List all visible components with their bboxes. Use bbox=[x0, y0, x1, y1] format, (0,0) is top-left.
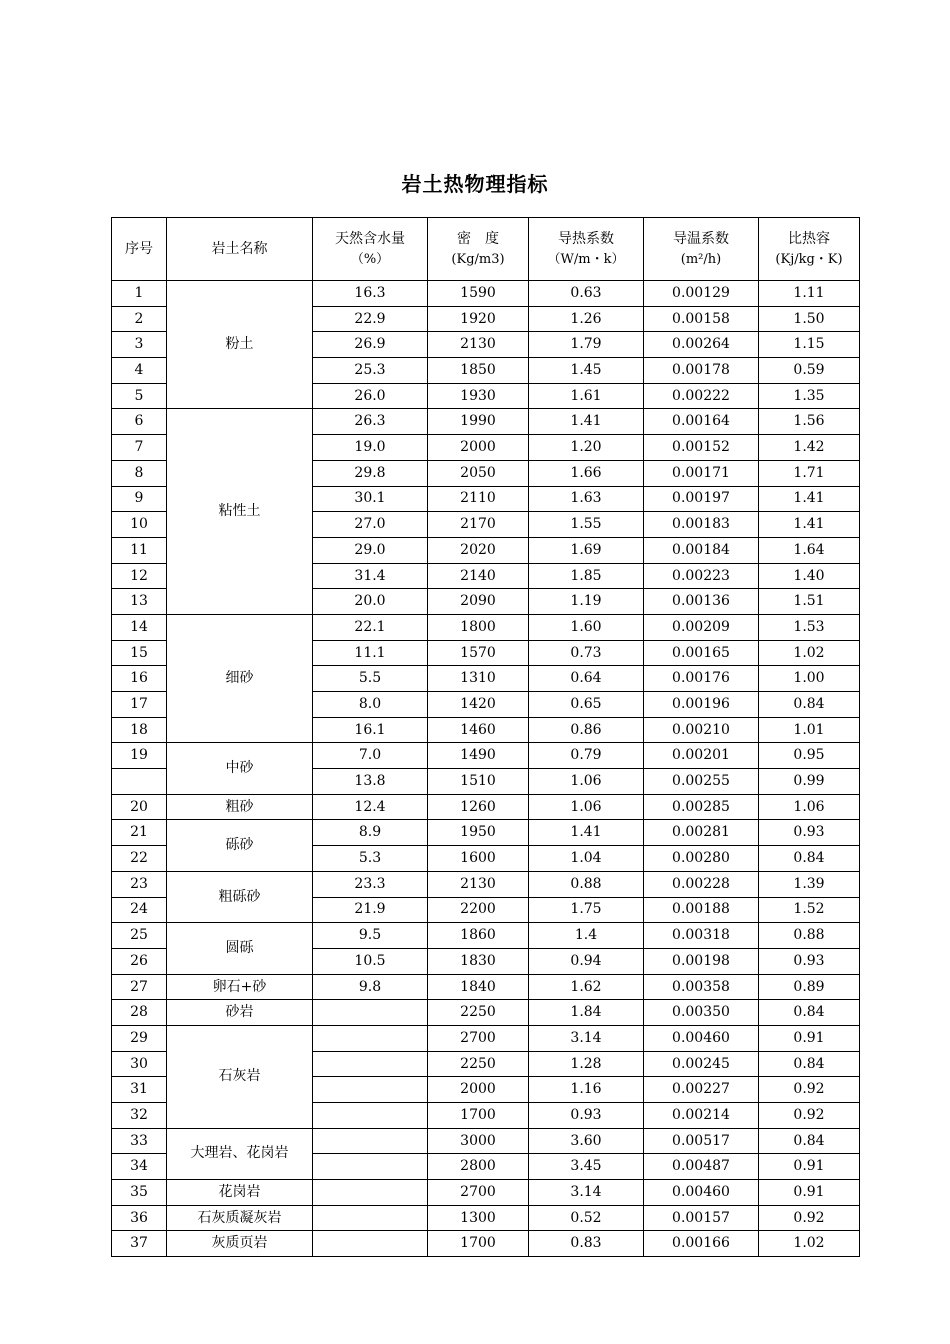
row-index: 19 bbox=[112, 743, 167, 769]
thermal-conductivity: 0.79 bbox=[529, 743, 644, 769]
density: 1590 bbox=[428, 281, 529, 307]
table-row bbox=[112, 614, 860, 640]
density: 2020 bbox=[428, 537, 529, 563]
density: 2140 bbox=[428, 563, 529, 589]
row-index: 12 bbox=[112, 563, 167, 589]
water-content: 29.8 bbox=[313, 460, 428, 486]
water-content: 22.9 bbox=[313, 306, 428, 332]
thermal-conductivity: 1.60 bbox=[529, 614, 644, 640]
row-index: 9 bbox=[112, 486, 167, 512]
header-conductivity: 导热系数 （W/m・k） bbox=[529, 218, 644, 281]
density: 1570 bbox=[428, 640, 529, 666]
thermal-conductivity: 1.85 bbox=[529, 563, 644, 589]
density: 1700 bbox=[428, 1231, 529, 1257]
row-index: 32 bbox=[112, 1103, 167, 1129]
specific-heat: 1.00 bbox=[759, 666, 860, 692]
soil-name: 花岗岩 bbox=[167, 1180, 313, 1206]
density: 2050 bbox=[428, 460, 529, 486]
thermal-diffusivity: 0.00281 bbox=[644, 820, 759, 846]
row-index: 29 bbox=[112, 1025, 167, 1051]
water-content: 19.0 bbox=[313, 435, 428, 461]
thermal-conductivity: 0.94 bbox=[529, 948, 644, 974]
thermal-conductivity: 0.88 bbox=[529, 871, 644, 897]
row-index: 11 bbox=[112, 537, 167, 563]
specific-heat: 0.84 bbox=[759, 1128, 860, 1154]
thermal-diffusivity: 0.00166 bbox=[644, 1231, 759, 1257]
density: 1840 bbox=[428, 974, 529, 1000]
water-content: 10.5 bbox=[313, 948, 428, 974]
thermal-conductivity: 3.14 bbox=[529, 1180, 644, 1206]
table-row bbox=[112, 743, 860, 769]
specific-heat: 1.02 bbox=[759, 640, 860, 666]
thermal-conductivity: 1.66 bbox=[529, 460, 644, 486]
row-index: 25 bbox=[112, 923, 167, 949]
density: 1950 bbox=[428, 820, 529, 846]
thermal-diffusivity: 0.00460 bbox=[644, 1180, 759, 1206]
density: 2130 bbox=[428, 332, 529, 358]
specific-heat: 1.06 bbox=[759, 794, 860, 820]
row-index: 15 bbox=[112, 640, 167, 666]
table-body bbox=[112, 281, 860, 1257]
table-row bbox=[112, 409, 860, 435]
density: 1510 bbox=[428, 769, 529, 795]
specific-heat: 0.95 bbox=[759, 743, 860, 769]
header-density: 密 度 (Kg/m3) bbox=[428, 218, 529, 281]
specific-heat: 0.59 bbox=[759, 358, 860, 384]
density: 1420 bbox=[428, 692, 529, 718]
thermal-conductivity: 1.41 bbox=[529, 409, 644, 435]
water-content: 8.0 bbox=[313, 692, 428, 718]
table-row bbox=[112, 1205, 860, 1231]
soil-name: 石灰质凝灰岩 bbox=[167, 1205, 313, 1231]
specific-heat: 1.50 bbox=[759, 306, 860, 332]
thermal-diffusivity: 0.00209 bbox=[644, 614, 759, 640]
row-index: 31 bbox=[112, 1077, 167, 1103]
density: 2170 bbox=[428, 512, 529, 538]
density: 1830 bbox=[428, 948, 529, 974]
specific-heat: 1.35 bbox=[759, 383, 860, 409]
specific-heat: 0.91 bbox=[759, 1025, 860, 1051]
thermal-conductivity: 1.26 bbox=[529, 306, 644, 332]
specific-heat: 1.42 bbox=[759, 435, 860, 461]
row-index: 34 bbox=[112, 1154, 167, 1180]
water-content bbox=[313, 1000, 428, 1026]
specific-heat: 0.84 bbox=[759, 1000, 860, 1026]
water-content: 13.8 bbox=[313, 769, 428, 795]
row-index: 26 bbox=[112, 948, 167, 974]
water-content: 5.5 bbox=[313, 666, 428, 692]
specific-heat: 1.01 bbox=[759, 717, 860, 743]
specific-heat: 0.92 bbox=[759, 1077, 860, 1103]
thermal-diffusivity: 0.00350 bbox=[644, 1000, 759, 1026]
thermal-diffusivity: 0.00487 bbox=[644, 1154, 759, 1180]
thermal-diffusivity: 0.00171 bbox=[644, 460, 759, 486]
density: 1860 bbox=[428, 923, 529, 949]
table-row bbox=[112, 1180, 860, 1206]
specific-heat: 0.91 bbox=[759, 1154, 860, 1180]
row-index: 30 bbox=[112, 1051, 167, 1077]
water-content bbox=[313, 1205, 428, 1231]
table-row bbox=[112, 974, 860, 1000]
specific-heat: 1.52 bbox=[759, 897, 860, 923]
soil-name: 卵石+砂 bbox=[167, 974, 313, 1000]
row-index: 24 bbox=[112, 897, 167, 923]
specific-heat: 0.99 bbox=[759, 769, 860, 795]
thermal-diffusivity: 0.00165 bbox=[644, 640, 759, 666]
thermal-diffusivity: 0.00318 bbox=[644, 923, 759, 949]
header-name: 岩土名称 bbox=[167, 218, 313, 281]
thermal-diffusivity: 0.00264 bbox=[644, 332, 759, 358]
thermal-conductivity: 0.83 bbox=[529, 1231, 644, 1257]
water-content: 26.0 bbox=[313, 383, 428, 409]
thermal-diffusivity: 0.00255 bbox=[644, 769, 759, 795]
thermal-diffusivity: 0.00285 bbox=[644, 794, 759, 820]
thermal-diffusivity: 0.00227 bbox=[644, 1077, 759, 1103]
density: 2090 bbox=[428, 589, 529, 615]
thermal-conductivity: 1.69 bbox=[529, 537, 644, 563]
water-content: 26.3 bbox=[313, 409, 428, 435]
thermal-conductivity: 1.45 bbox=[529, 358, 644, 384]
thermal-properties-table bbox=[111, 217, 860, 1257]
table-header-row bbox=[112, 218, 860, 281]
water-content: 30.1 bbox=[313, 486, 428, 512]
water-content: 26.9 bbox=[313, 332, 428, 358]
table-row bbox=[112, 1000, 860, 1026]
thermal-conductivity: 1.06 bbox=[529, 794, 644, 820]
specific-heat: 1.53 bbox=[759, 614, 860, 640]
thermal-diffusivity: 0.00245 bbox=[644, 1051, 759, 1077]
thermal-diffusivity: 0.00196 bbox=[644, 692, 759, 718]
thermal-diffusivity: 0.00188 bbox=[644, 897, 759, 923]
row-index: 7 bbox=[112, 435, 167, 461]
specific-heat: 1.39 bbox=[759, 871, 860, 897]
row-index: 37 bbox=[112, 1231, 167, 1257]
specific-heat: 1.51 bbox=[759, 589, 860, 615]
thermal-conductivity: 0.93 bbox=[529, 1103, 644, 1129]
water-content bbox=[313, 1025, 428, 1051]
specific-heat: 1.15 bbox=[759, 332, 860, 358]
specific-heat: 1.40 bbox=[759, 563, 860, 589]
thermal-conductivity: 3.14 bbox=[529, 1025, 644, 1051]
water-content: 7.0 bbox=[313, 743, 428, 769]
thermal-conductivity: 1.06 bbox=[529, 769, 644, 795]
density: 3000 bbox=[428, 1128, 529, 1154]
specific-heat: 0.93 bbox=[759, 948, 860, 974]
thermal-diffusivity: 0.00460 bbox=[644, 1025, 759, 1051]
specific-heat: 0.89 bbox=[759, 974, 860, 1000]
water-content: 23.3 bbox=[313, 871, 428, 897]
specific-heat: 0.92 bbox=[759, 1205, 860, 1231]
table-row bbox=[112, 923, 860, 949]
specific-heat: 1.41 bbox=[759, 486, 860, 512]
thermal-diffusivity: 0.00198 bbox=[644, 948, 759, 974]
thermal-diffusivity: 0.00158 bbox=[644, 306, 759, 332]
soil-name: 粗砂 bbox=[167, 794, 313, 820]
header-heat-capacity: 比热容 (Kj/kg・K) bbox=[759, 218, 860, 281]
water-content bbox=[313, 1231, 428, 1257]
thermal-conductivity: 1.62 bbox=[529, 974, 644, 1000]
table-row bbox=[112, 281, 860, 307]
water-content: 12.4 bbox=[313, 794, 428, 820]
header-water: 天然含水量 （%） bbox=[313, 218, 428, 281]
soil-name: 细砂 bbox=[167, 614, 313, 742]
row-index: 4 bbox=[112, 358, 167, 384]
density: 1990 bbox=[428, 409, 529, 435]
density: 1850 bbox=[428, 358, 529, 384]
thermal-diffusivity: 0.00214 bbox=[644, 1103, 759, 1129]
row-index: 1 bbox=[112, 281, 167, 307]
thermal-diffusivity: 0.00280 bbox=[644, 846, 759, 872]
thermal-diffusivity: 0.00358 bbox=[644, 974, 759, 1000]
thermal-conductivity: 1.61 bbox=[529, 383, 644, 409]
row-index: 28 bbox=[112, 1000, 167, 1026]
row-index: 2 bbox=[112, 306, 167, 332]
thermal-conductivity: 0.63 bbox=[529, 281, 644, 307]
density: 2250 bbox=[428, 1051, 529, 1077]
specific-heat: 1.71 bbox=[759, 460, 860, 486]
row-index: 36 bbox=[112, 1205, 167, 1231]
thermal-conductivity: 1.20 bbox=[529, 435, 644, 461]
soil-name: 石灰岩 bbox=[167, 1025, 313, 1128]
table-row bbox=[112, 1128, 860, 1154]
thermal-conductivity: 1.16 bbox=[529, 1077, 644, 1103]
row-index bbox=[112, 769, 167, 795]
row-index: 3 bbox=[112, 332, 167, 358]
table-row bbox=[112, 794, 860, 820]
thermal-conductivity: 3.45 bbox=[529, 1154, 644, 1180]
water-content: 11.1 bbox=[313, 640, 428, 666]
density: 1700 bbox=[428, 1103, 529, 1129]
thermal-diffusivity: 0.00178 bbox=[644, 358, 759, 384]
row-index: 10 bbox=[112, 512, 167, 538]
water-content bbox=[313, 1180, 428, 1206]
row-index: 21 bbox=[112, 820, 167, 846]
row-index: 35 bbox=[112, 1180, 167, 1206]
density: 1920 bbox=[428, 306, 529, 332]
specific-heat: 0.93 bbox=[759, 820, 860, 846]
row-index: 6 bbox=[112, 409, 167, 435]
specific-heat: 0.84 bbox=[759, 692, 860, 718]
density: 2700 bbox=[428, 1025, 529, 1051]
row-index: 5 bbox=[112, 383, 167, 409]
thermal-conductivity: 1.79 bbox=[529, 332, 644, 358]
thermal-diffusivity: 0.00129 bbox=[644, 281, 759, 307]
thermal-diffusivity: 0.00517 bbox=[644, 1128, 759, 1154]
thermal-diffusivity: 0.00157 bbox=[644, 1205, 759, 1231]
water-content: 5.3 bbox=[313, 846, 428, 872]
thermal-conductivity: 0.73 bbox=[529, 640, 644, 666]
thermal-conductivity: 1.4 bbox=[529, 923, 644, 949]
table-row bbox=[112, 820, 860, 846]
specific-heat: 0.91 bbox=[759, 1180, 860, 1206]
water-content: 16.1 bbox=[313, 717, 428, 743]
thermal-conductivity: 0.65 bbox=[529, 692, 644, 718]
row-index: 23 bbox=[112, 871, 167, 897]
soil-name: 中砂 bbox=[167, 743, 313, 794]
table-row bbox=[112, 1231, 860, 1257]
thermal-diffusivity: 0.00210 bbox=[644, 717, 759, 743]
specific-heat: 0.84 bbox=[759, 846, 860, 872]
water-content: 8.9 bbox=[313, 820, 428, 846]
thermal-diffusivity: 0.00164 bbox=[644, 409, 759, 435]
thermal-diffusivity: 0.00228 bbox=[644, 871, 759, 897]
specific-heat: 1.64 bbox=[759, 537, 860, 563]
table-row bbox=[112, 871, 860, 897]
specific-heat: 0.84 bbox=[759, 1051, 860, 1077]
density: 1930 bbox=[428, 383, 529, 409]
thermal-conductivity: 1.19 bbox=[529, 589, 644, 615]
specific-heat: 0.88 bbox=[759, 923, 860, 949]
row-index: 17 bbox=[112, 692, 167, 718]
thermal-diffusivity: 0.00184 bbox=[644, 537, 759, 563]
thermal-conductivity: 1.41 bbox=[529, 820, 644, 846]
water-content: 22.1 bbox=[313, 614, 428, 640]
density: 2000 bbox=[428, 1077, 529, 1103]
water-content bbox=[313, 1051, 428, 1077]
water-content bbox=[313, 1154, 428, 1180]
water-content: 20.0 bbox=[313, 589, 428, 615]
specific-heat: 1.11 bbox=[759, 281, 860, 307]
soil-name: 砂岩 bbox=[167, 1000, 313, 1026]
density: 1600 bbox=[428, 846, 529, 872]
specific-heat: 0.92 bbox=[759, 1103, 860, 1129]
density: 1490 bbox=[428, 743, 529, 769]
density: 1800 bbox=[428, 614, 529, 640]
header-index: 序号 bbox=[112, 218, 167, 281]
thermal-conductivity: 0.64 bbox=[529, 666, 644, 692]
density: 1260 bbox=[428, 794, 529, 820]
thermal-diffusivity: 0.00136 bbox=[644, 589, 759, 615]
thermal-conductivity: 0.86 bbox=[529, 717, 644, 743]
row-index: 18 bbox=[112, 717, 167, 743]
water-content bbox=[313, 1128, 428, 1154]
thermal-diffusivity: 0.00152 bbox=[644, 435, 759, 461]
water-content bbox=[313, 1103, 428, 1129]
row-index: 13 bbox=[112, 589, 167, 615]
water-content bbox=[313, 1077, 428, 1103]
row-index: 20 bbox=[112, 794, 167, 820]
density: 2000 bbox=[428, 435, 529, 461]
density: 1300 bbox=[428, 1205, 529, 1231]
thermal-conductivity: 0.52 bbox=[529, 1205, 644, 1231]
specific-heat: 1.02 bbox=[759, 1231, 860, 1257]
density: 2110 bbox=[428, 486, 529, 512]
specific-heat: 1.41 bbox=[759, 512, 860, 538]
soil-name: 灰质页岩 bbox=[167, 1231, 313, 1257]
soil-name: 砾砂 bbox=[167, 820, 313, 871]
specific-heat: 1.56 bbox=[759, 409, 860, 435]
thermal-conductivity: 1.75 bbox=[529, 897, 644, 923]
water-content: 31.4 bbox=[313, 563, 428, 589]
row-index: 33 bbox=[112, 1128, 167, 1154]
row-index: 22 bbox=[112, 846, 167, 872]
water-content: 27.0 bbox=[313, 512, 428, 538]
soil-name: 粉土 bbox=[167, 281, 313, 409]
thermal-conductivity: 1.04 bbox=[529, 846, 644, 872]
table-row bbox=[112, 1025, 860, 1051]
water-content: 16.3 bbox=[313, 281, 428, 307]
density: 2700 bbox=[428, 1180, 529, 1206]
density: 2130 bbox=[428, 871, 529, 897]
row-index: 16 bbox=[112, 666, 167, 692]
density: 1310 bbox=[428, 666, 529, 692]
water-content: 25.3 bbox=[313, 358, 428, 384]
header-diffusivity: 导温系数 (m²/h) bbox=[644, 218, 759, 281]
water-content: 29.0 bbox=[313, 537, 428, 563]
thermal-conductivity: 1.28 bbox=[529, 1051, 644, 1077]
soil-name: 圆砾 bbox=[167, 923, 313, 974]
density: 2250 bbox=[428, 1000, 529, 1026]
soil-name: 粗砾砂 bbox=[167, 871, 313, 922]
page-title: 岩土热物理指标 bbox=[401, 172, 549, 196]
row-index: 8 bbox=[112, 460, 167, 486]
row-index: 27 bbox=[112, 974, 167, 1000]
thermal-diffusivity: 0.00222 bbox=[644, 383, 759, 409]
row-index: 14 bbox=[112, 614, 167, 640]
thermal-diffusivity: 0.00176 bbox=[644, 666, 759, 692]
water-content: 21.9 bbox=[313, 897, 428, 923]
density: 2200 bbox=[428, 897, 529, 923]
thermal-conductivity: 3.60 bbox=[529, 1128, 644, 1154]
thermal-conductivity: 1.84 bbox=[529, 1000, 644, 1026]
water-content: 9.8 bbox=[313, 974, 428, 1000]
density: 1460 bbox=[428, 717, 529, 743]
soil-name: 大理岩、花岗岩 bbox=[167, 1128, 313, 1179]
density: 2800 bbox=[428, 1154, 529, 1180]
thermal-diffusivity: 0.00183 bbox=[644, 512, 759, 538]
thermal-conductivity: 1.63 bbox=[529, 486, 644, 512]
water-content: 9.5 bbox=[313, 923, 428, 949]
soil-name: 粘性土 bbox=[167, 409, 313, 615]
thermal-conductivity: 1.55 bbox=[529, 512, 644, 538]
thermal-diffusivity: 0.00197 bbox=[644, 486, 759, 512]
thermal-diffusivity: 0.00201 bbox=[644, 743, 759, 769]
thermal-diffusivity: 0.00223 bbox=[644, 563, 759, 589]
